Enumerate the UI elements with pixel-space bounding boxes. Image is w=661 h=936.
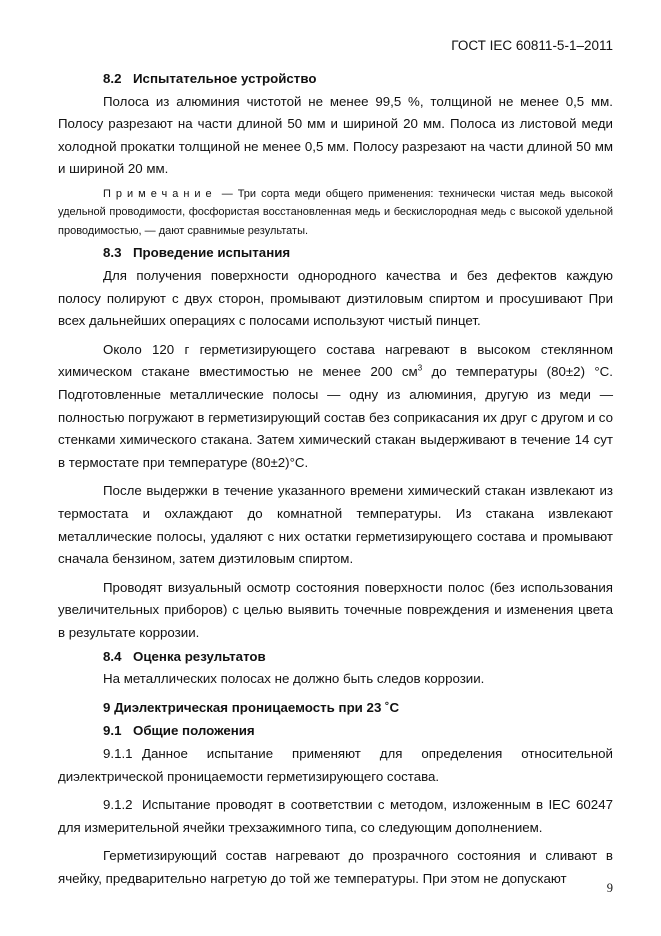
section-title: Оценка результатов [133, 648, 266, 664]
clause-9-1-2 [58, 794, 613, 817]
section-number: 8.2 [103, 71, 122, 86]
paragraph-text: до температуры (80±2) °С. Подготовленные металлические полосы — одну из алюминия, другую из меди — полностью погружают в герметизирующий состав без соприкасания их друг с другом и со стенками химического стакана. Затем химический стакан выдерживают в течение 14 сут в термостате при температуре (80±2)°С. [58, 364, 613, 470]
clause-number: 9.1.2 [103, 797, 133, 813]
clause-first-line: Данное испытание применяют для определения относительной [142, 745, 613, 761]
section-number: 9.1 [103, 723, 122, 739]
section-9-heading: 9 Диэлектрическая проницаемость при 23 ˚С [103, 699, 400, 715]
section-number: 8.3 [103, 245, 122, 261]
section-title: Общие положения [133, 723, 255, 739]
paragraph: Проводят визуальный осмотр состояния поверхности полос (без использования увеличительных приборов) с целью выявить точечные повреждения и изменения цвета в результате коррозии. [58, 579, 613, 640]
document-body [58, 67, 613, 891]
clause-continuation: для измерительной ячейки трехзажимного типа, со следующим дополнением. [58, 819, 543, 835]
note [58, 185, 613, 241]
document-header: ГОСТ IEC 60811-5-1–2011 [451, 38, 613, 53]
clause-number: 9.1.1 [103, 745, 133, 761]
paragraph-text: Около 120 г герметизирующего состава нагревают в высоком стеклянном химическом стакане вместимостью не менее 200 см [58, 341, 613, 380]
paragraph: На металлических полосах не должно быть следов коррозии. [103, 671, 485, 687]
clause-first-line: Испытание проводят в соответствии с методом, изложенным в IEC 60247 [142, 797, 613, 813]
section-8-3-heading [58, 242, 613, 265]
section-title: Испытательное устройство [133, 71, 317, 86]
clause-9-1-1 [58, 743, 613, 766]
note-text: — Три сорта меди общего применения: технически чистая медь высокой удельной проводимости, фосфористая восстановленная медь и бескислородная медь с высокой удельной проводимостью, — дают сравнимые результаты. [58, 187, 613, 237]
section-8-2-heading [58, 68, 613, 91]
section-title: Проведение испытания [133, 245, 291, 261]
note-label: Примечание [103, 187, 217, 200]
paragraph: Полоса из алюминия чистотой не менее 99,5 %, толщиной не менее 0,5 мм. Полосу разрезают на части длиной 50 мм и шириной 20 мм. Полоса из листовой меди холодной прокатки толщиной не менее 0,5 мм. Полосу разрезают на части длиной 50 мм и шириной 20 мм. [58, 93, 613, 177]
section-number: 8.4 [103, 648, 122, 664]
clause-continuation: диэлектрической проницаемости герметизирующего состава. [58, 768, 440, 784]
superscript: 3 [417, 364, 423, 374]
paragraph [58, 339, 613, 475]
paragraph: Для получения поверхности однородного качества и без дефектов каждую полосу полируют с двух сторон, промывают диэтиловым спиртом и просушивают При всех дальнейших операциях с полосами используют чистый пинцет. [58, 268, 613, 329]
section-8-4-heading [58, 646, 613, 669]
paragraph: Герметизирующий состав нагревают до прозрачного состояния и сливают в ячейку, предварительно нагретую до той же температуры. При этом не допускают [58, 848, 613, 886]
page-number: 9 [606, 881, 613, 895]
section-9-1-heading [58, 720, 613, 743]
paragraph: После выдержки в течение указанного времени химический стакан извлекают из термостата и охлаждают до комнатной температуры. Из стакана извлекают металлические полосы, удаляют с них остатки герметизирующего состава и промывают сначала бензином, затем диэтиловым спиртом. [58, 483, 613, 567]
